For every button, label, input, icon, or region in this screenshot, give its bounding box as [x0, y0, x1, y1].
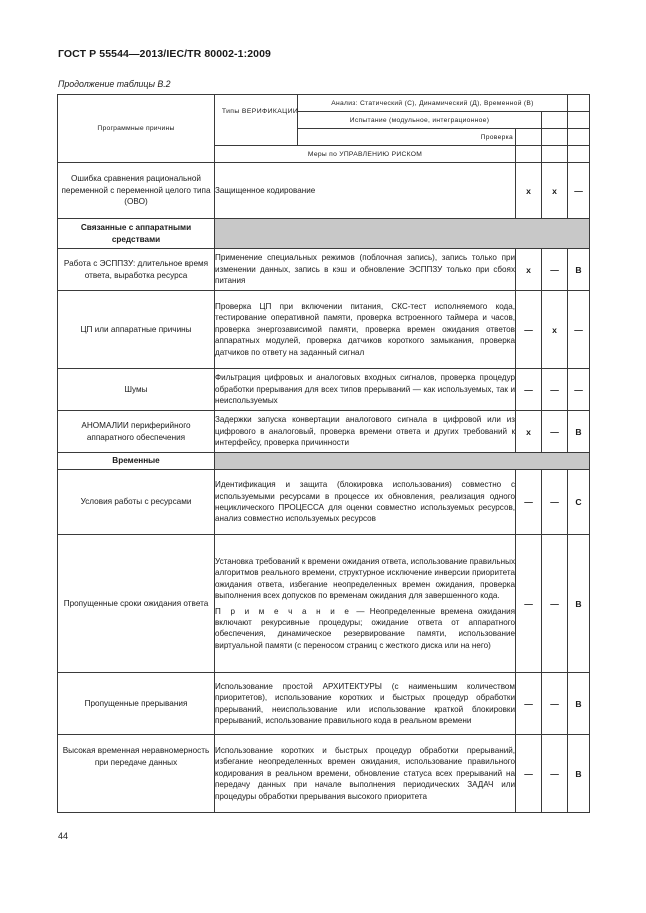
table-row — [58, 411, 590, 453]
analysis-mark: В — [568, 735, 590, 813]
cause-cell: Пропущенные сроки ожидания ответа — [58, 535, 215, 673]
test-mark: — — [542, 735, 568, 813]
cause-cell: Работа с ЭСППЗУ: длительное время ответа, выработка ресурса — [58, 249, 215, 291]
measure-cell — [215, 535, 516, 673]
header-testing-column — [542, 129, 568, 146]
header-types — [215, 95, 298, 146]
header-check-column — [516, 146, 542, 163]
analysis-mark: В — [568, 673, 590, 735]
measure-cell: Фильтрация цифровых и аналоговых входных сигналов, проверка процедур обработки прерывания для всех типов прерываний — как используемых, так и неиспользуемых — [215, 369, 516, 411]
analysis-mark: — — [568, 369, 590, 411]
analysis-mark: В — [568, 249, 590, 291]
check-mark: — — [516, 291, 542, 369]
group-row — [58, 219, 590, 249]
table-row — [58, 673, 590, 735]
header-testing-column — [542, 146, 568, 163]
page-number: 44 — [58, 831, 69, 841]
cause-cell: Высокая временная неравномерность при передаче данных — [58, 735, 215, 813]
note — [215, 606, 515, 652]
header-testing: Испытание (модульное, интеграционное) — [298, 112, 542, 129]
group-shading — [215, 453, 590, 470]
group-label-hardware: Связанные с аппаратными средствами — [58, 219, 215, 249]
test-mark: — — [542, 470, 568, 535]
note-text: — Неопределенные времена ожидания включают рекурсивные процедуры; ожидание ответа от аппаратного обеспечения, динамическое резервирование памяти, использование виртуальной памяти (с переносом страниц с жесткого диска или на него) — [215, 606, 515, 650]
analysis-mark: — — [568, 163, 590, 219]
analysis-mark: В — [568, 535, 590, 673]
check-mark: x — [516, 163, 542, 219]
table-row — [58, 369, 590, 411]
cause-cell: ЦП или аппаратные причины — [58, 291, 215, 369]
header-testing-column — [542, 112, 568, 129]
check-mark: — — [516, 535, 542, 673]
document-header: ГОСТ Р 55544—2013/IEC/TR 80002-1:2009 — [58, 48, 271, 60]
measure-cell: Идентификация и защита (блокировка использования) совместно с используемыми ресурсами в процессе их обновления, реализация одного нециклического ПРОЦЕССА для оценки совместно используемых ресурсов, анализ совместно используемых ресурсов — [215, 470, 516, 535]
header-measures: Меры по УПРАВЛЕНИЮ РИСКОМ — [215, 146, 516, 163]
check-mark: — — [516, 470, 542, 535]
measure-cell: Использование коротких и быстрых процедур обработки прерываний, избегание неопределенных времен ожидания, использование правильного кодирования в реальном времени, обновление статуса всех прерываний на передачу данных при начале выполнения периодических ЗАДАЧ или процедуры обработки прерывания высокого приоритета — [215, 735, 516, 813]
group-row — [58, 453, 590, 470]
measure-text: Установка требований к времени ожидания ответа, использование правильных алгоритмов реального времени, структурное исключение инверсии приоритета ожидания ответа, избегание неопределенных времен ожидания, проверка выполнения всех допусков по временам ожидания для завершенного кода. — [215, 556, 515, 601]
cause-cell: Ошибка сравнения рациональной переменной с переменной целого типа (ОВО) — [58, 163, 215, 219]
check-mark: — — [516, 735, 542, 813]
analysis-mark: В — [568, 411, 590, 453]
table-row — [58, 535, 590, 673]
table-row — [58, 163, 590, 219]
cause-cell: Шумы — [58, 369, 215, 411]
header-analysis-column — [568, 146, 590, 163]
table-caption: Продолжение таблицы В.2 — [58, 79, 171, 89]
cause-cell: Пропущенные прерывания — [58, 673, 215, 735]
header-analysis: Анализ: Статический (С), Динамический (Д), Временной (В) — [298, 95, 568, 112]
test-mark: — — [542, 411, 568, 453]
header-check-column — [516, 129, 542, 146]
cause-cell: Условия работы с ресурсами — [58, 470, 215, 535]
table-row — [58, 291, 590, 369]
check-mark: x — [516, 411, 542, 453]
table-row — [58, 735, 590, 813]
header-causes: Программные причины — [58, 95, 215, 163]
table-row — [58, 249, 590, 291]
note-label: П р и м е ч а н и е — [215, 606, 352, 616]
header-analysis-column — [568, 95, 590, 112]
measure-cell: Проверка ЦП при включении питания, СКС-тест исполняемого кода, тестирование оперативной памяти, проверка встроенного таймера и часов, проверка энергозависимой памяти, проверка времен ожидания ответов аппаратных модулей, проверка датчиков короткого замыкания, проверка датчиков по ответу на заданный сигнал — [215, 291, 516, 369]
test-mark: — — [542, 673, 568, 735]
cause-cell: АНОМАЛИИ периферийного аппаратного обеспечения — [58, 411, 215, 453]
header-types-label: Типы ВЕРИФИКАЦИИ — [221, 108, 299, 115]
measure-cell: Использование простой АРХИТЕКТУРЫ (с наименьшим количеством приоритетов), использование коротких и быстрых процедур обработки прерываний, неиспользование или использование краткой блокировки прерываний, использование правильного кода в реальном времени — [215, 673, 516, 735]
table-row — [58, 470, 590, 535]
test-mark: — — [542, 369, 568, 411]
test-mark: x — [542, 291, 568, 369]
group-label-temporal: Временные — [58, 453, 215, 470]
measure-cell: Защищенное кодирование — [215, 163, 516, 219]
header-analysis-column — [568, 112, 590, 129]
group-shading — [215, 219, 590, 249]
measure-cell: Применение специальных режимов (поблочная запись), запись только при изменении данных, запись в кэш и обновление ЭСППЗУ только при сбоях питания — [215, 249, 516, 291]
check-mark: x — [516, 249, 542, 291]
check-mark: — — [516, 369, 542, 411]
test-mark: — — [542, 535, 568, 673]
test-mark: x — [542, 163, 568, 219]
causes-table — [57, 94, 590, 813]
check-mark: — — [516, 673, 542, 735]
header-analysis-column — [568, 129, 590, 146]
test-mark: — — [542, 249, 568, 291]
analysis-mark: С — [568, 470, 590, 535]
measure-cell: Задержки запуска конвертации аналогового сигнала в цифровой или из цифрового в аналоговый, проверка времени ответа и других требований к интерфейсу, проверка причинности — [215, 411, 516, 453]
analysis-mark: — — [568, 291, 590, 369]
header-check: Проверка — [298, 129, 516, 146]
